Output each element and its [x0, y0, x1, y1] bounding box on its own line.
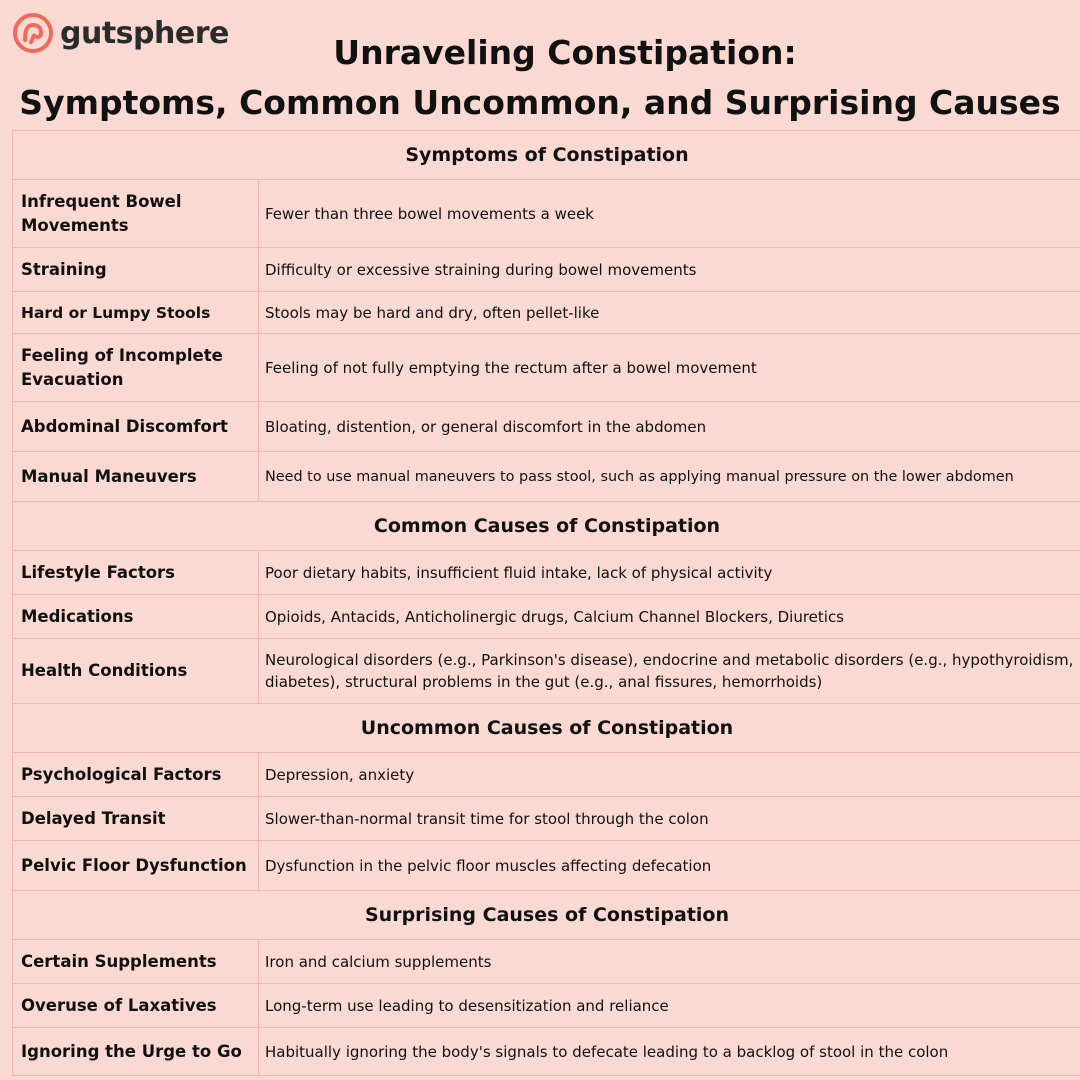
- section-heading: Surprising Causes of Constipation: [13, 891, 1080, 940]
- row-label: Psychological Factors: [13, 753, 259, 796]
- title-line-1: Unraveling Constipation:: [333, 33, 797, 72]
- row-label: Delayed Transit: [13, 797, 259, 840]
- row-description: Bloating, distention, or general discomfort in the abdomen: [265, 417, 707, 436]
- row-description: Stools may be hard and dry, often pellet-like: [265, 303, 600, 322]
- row-description: Feeling of not fully emptying the rectum after a bowel movement: [265, 358, 757, 377]
- table-row: [13, 248, 1080, 292]
- row-label: Abdominal Discomfort: [13, 402, 259, 451]
- section-heading: Symptoms of Constipation: [13, 131, 1080, 180]
- table-row: [13, 180, 1080, 248]
- section-heading: Uncommon Causes of Constipation: [13, 704, 1080, 753]
- table-row: [13, 595, 1080, 639]
- row-label: Lifestyle Factors: [13, 551, 259, 594]
- table-row: [13, 452, 1080, 502]
- table-row: [13, 639, 1080, 704]
- row-description: Long-term use leading to desensitization and reliance: [265, 996, 669, 1015]
- row-label: Medications: [13, 595, 259, 638]
- table-row: [13, 292, 1080, 334]
- table-row: [13, 940, 1080, 984]
- table-row: [13, 797, 1080, 841]
- info-table: [12, 130, 1080, 1076]
- table-row: [13, 334, 1080, 402]
- brand-name: gutsphere: [60, 15, 229, 51]
- table-row: [13, 551, 1080, 595]
- row-description: Habitually ignoring the body's signals to defecate leading to a backlog of stool in the colon: [265, 1042, 949, 1061]
- row-label: Overuse of Laxatives: [13, 984, 259, 1027]
- row-description: Opioids, Antacids, Anticholinergic drugs, Calcium Channel Blockers, Diuretics: [265, 607, 845, 626]
- row-description: Depression, anxiety: [265, 765, 415, 784]
- row-description: Fewer than three bowel movements a week: [265, 204, 594, 223]
- table-row: [13, 841, 1080, 891]
- row-label: Certain Supplements: [13, 940, 259, 983]
- title-line-2: Symptoms, Common Uncommon, and Surprising Causes: [19, 83, 1061, 122]
- row-description: Difficulty or excessive straining during bowel movements: [265, 260, 697, 279]
- row-label: Feeling of Incomplete Evacuation: [13, 334, 259, 401]
- row-label: Pelvic Floor Dysfunction: [13, 841, 259, 890]
- page-title: [0, 28, 1080, 128]
- row-description: Need to use manual maneuvers to pass stool, such as applying manual pressure on the lower abdomen: [265, 468, 1014, 485]
- row-description: Slower-than-normal transit time for stool through the colon: [265, 809, 709, 828]
- row-description: Dysfunction in the pelvic floor muscles affecting defecation: [265, 856, 712, 875]
- row-description: Iron and calcium supplements: [265, 952, 492, 971]
- row-label: Infrequent Bowel Movements: [13, 180, 259, 247]
- row-label: Ignoring the Urge to Go: [13, 1028, 259, 1075]
- row-label: Manual Maneuvers: [13, 452, 259, 501]
- table-row: [13, 984, 1080, 1028]
- table-row: [13, 753, 1080, 797]
- row-description: Neurological disorders (e.g., Parkinson's disease), endocrine and metabolic disorders (e.g., hypothyroidism, diabetes), structural problems in the gut (e.g., anal fissures, hemorrhoids): [265, 651, 1074, 691]
- table-row: [13, 1028, 1080, 1076]
- table-row: [13, 402, 1080, 452]
- section-heading: Common Causes of Constipation: [13, 502, 1080, 551]
- row-label: Straining: [13, 248, 259, 291]
- row-description: Poor dietary habits, insufficient fluid intake, lack of physical activity: [265, 563, 773, 582]
- row-label: Hard or Lumpy Stools: [13, 292, 259, 333]
- row-label: Health Conditions: [13, 639, 259, 703]
